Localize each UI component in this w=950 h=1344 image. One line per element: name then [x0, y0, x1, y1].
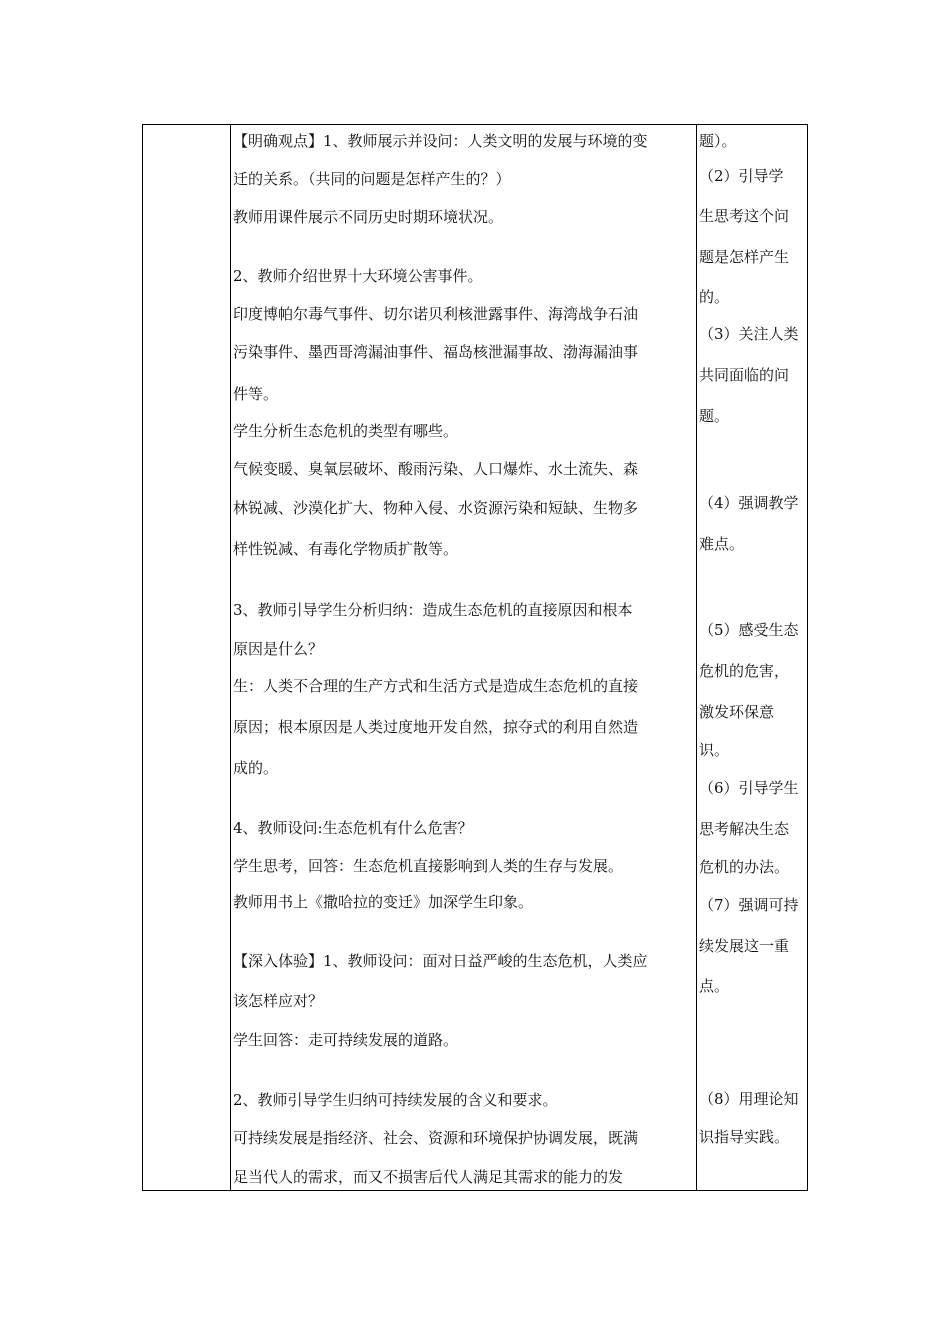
- text-line: 林锐减、沙漠化扩大、物种入侵、水资源污染和短缺、生物多: [233, 499, 639, 517]
- text-line: 教师用书上《撒哈拉的变迁》加深学生印象。: [233, 893, 534, 911]
- text-line: （5）感受生态: [699, 621, 799, 639]
- text-line: 点。: [699, 977, 730, 995]
- text-line: （3）关注人类: [699, 325, 799, 343]
- text-line: 原因是什么？: [233, 640, 324, 658]
- text-line: 污染事件、墨西哥湾漏油事件、福岛核泄漏事故、渤海漏油事: [233, 343, 639, 361]
- text-line: 续发展这一重: [699, 937, 790, 955]
- text-line: 教师用课件展示不同历史时期环境状况。: [233, 208, 504, 226]
- text-line: 【深入体验】1、教师设问：面对日益严峻的生态危机，人类应: [233, 952, 648, 970]
- text-line: 样性锐减、有毒化学物质扩散等。: [233, 540, 459, 558]
- column-divider-right: [696, 125, 697, 1190]
- text-line: 激发环保意: [699, 703, 775, 721]
- text-line: 成的。: [233, 759, 279, 777]
- text-line: 原因；根本原因是人类过度地开发自然，掠夺式的利用自然造: [233, 718, 639, 736]
- text-line: （6）引导学生: [699, 779, 799, 797]
- lesson-plan-table: [142, 124, 808, 1191]
- text-line: 气候变暖、臭氧层破坏、酸雨污染、人口爆炸、水土流失、森: [233, 460, 639, 478]
- text-line: 题）。: [699, 132, 737, 150]
- text-line: 学生回答：走可持续发展的道路。: [233, 1031, 459, 1049]
- text-line: 2、教师介绍世界十大环境公害事件。: [233, 267, 483, 285]
- text-line: 题。: [699, 407, 730, 425]
- text-line: 2、教师引导学生归纳可持续发展的含义和要求。: [233, 1091, 558, 1109]
- text-line: （2）引导学: [699, 167, 784, 185]
- text-line: （7）强调可持: [699, 896, 799, 914]
- text-line: 难点。: [699, 535, 745, 553]
- text-line: （4）强调教学: [699, 494, 799, 512]
- text-line: 足当代人的需求，而又不损害后代人满足其需求的能力的发: [233, 1168, 624, 1186]
- text-line: 生思考这个问: [699, 207, 790, 225]
- text-line: 学生思考，回答：生态危机直接影响到人类的生存与发展。: [233, 857, 624, 875]
- text-line: 生：人类不合理的生产方式和生活方式是造成生态危机的直接: [233, 677, 639, 695]
- text-line: 危机的危害，: [699, 662, 790, 680]
- text-line: 学生分析生态危机的类型有哪些。: [233, 422, 459, 440]
- text-line: 的。: [699, 288, 730, 306]
- text-line: 件等。: [233, 385, 279, 403]
- text-line: 印度博帕尔毒气事件、切尔诺贝利核泄露事件、海湾战争石油: [233, 305, 639, 323]
- text-line: 迁的关系。（共同的问题是怎样产生的？）: [233, 170, 511, 188]
- text-line: 思考解决生态: [699, 820, 790, 838]
- text-line: 识。: [699, 741, 730, 759]
- text-line: 危机的办法。: [699, 858, 790, 876]
- text-line: 共同面临的问: [699, 366, 790, 384]
- text-line: 识指导实践。: [699, 1128, 790, 1146]
- text-line: （8）用理论知: [699, 1090, 799, 1108]
- text-line: 3、教师引导学生分析归纳：造成生态危机的直接原因和根本: [233, 601, 633, 619]
- column-divider-left: [230, 125, 231, 1190]
- text-line: 题是怎样产生: [699, 248, 790, 266]
- text-line: 该怎样应对？: [233, 992, 324, 1010]
- text-line: 【明确观点】1、教师展示并设问：人类文明的发展与环境的变: [233, 132, 648, 150]
- text-line: 4、教师设问:生态危机有什么危害？: [233, 819, 473, 837]
- text-line: 可持续发展是指经济、社会、资源和环境保护协调发展，既满: [233, 1129, 639, 1147]
